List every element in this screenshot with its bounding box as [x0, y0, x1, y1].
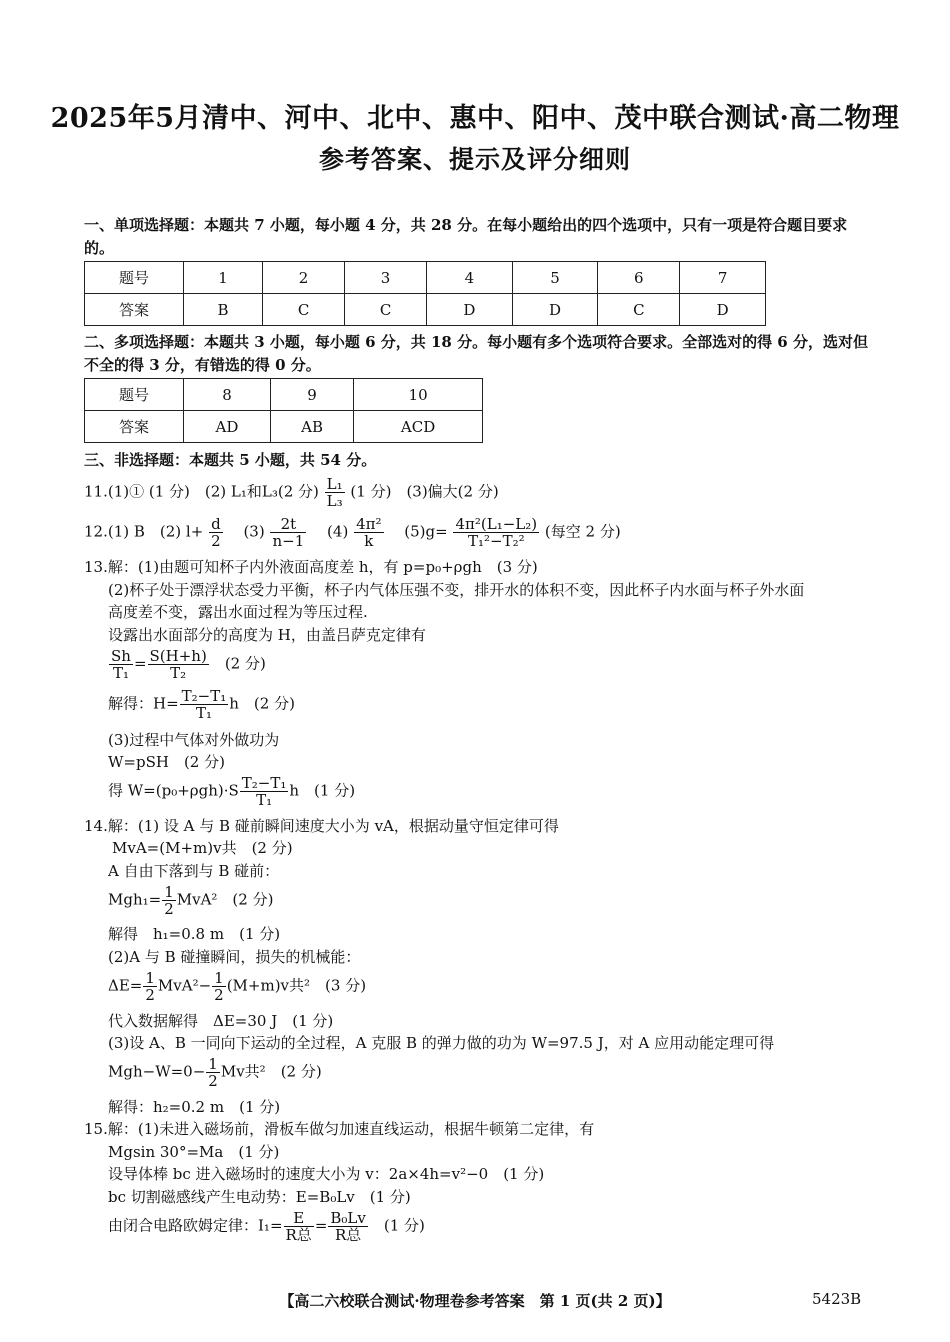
q13-line-6: W=pSH (2 分) — [108, 753, 225, 771]
fraction: $\frac{\text{4π²}}{k}$ — [356, 515, 382, 550]
row-label-answer: 答案 — [85, 294, 184, 326]
fraction: $\frac{\text{T₂−T₁}}{\text{T₁}}$ — [181, 687, 227, 722]
row-label-answer: 答案 — [85, 411, 184, 443]
q12-text: (5)g= — [389, 522, 448, 541]
table-cell: 8 — [184, 379, 271, 411]
table-cell: D — [427, 294, 513, 326]
fraction: $\frac{Sh}{\text{T₁}}$ — [111, 647, 131, 682]
q11-text-a: 11.(1)① (1 分) (2) L₁和L₃(2 分) — [84, 482, 319, 501]
fraction: $\frac{2t}{n-1}$ — [272, 515, 305, 550]
table-cell: 1 — [184, 262, 263, 294]
row-label-question: 题号 — [85, 379, 184, 411]
q13-line-1: 13.解：(1)由题可知杯子内外液面高度差 h，有 p=p₀+ρgh (3 分) — [84, 558, 538, 576]
table-row — [85, 411, 483, 443]
q15-line-3: 设导体棒 bc 进入磁场时的速度大小为 v：2a×4h=v²−0 (1 分) — [108, 1165, 545, 1183]
section3-heading: 三、非选择题：本题共 5 小题，共 54 分。 — [84, 451, 377, 469]
table-cell: AB — [270, 411, 353, 443]
table-cell: 6 — [598, 262, 680, 294]
fraction: $\frac{1}{2}$ — [164, 883, 174, 918]
table-cell: B — [184, 294, 263, 326]
table-cell: 10 — [354, 379, 483, 411]
table-cell: ACD — [354, 411, 483, 443]
document-code: 5423B — [812, 1290, 862, 1308]
table-cell: 5 — [512, 262, 598, 294]
table-cell: C — [263, 294, 345, 326]
section1-heading: 一、单项选择题：本题共 7 小题，每小题 4 分，共 28 分。在每小题给出的四个选项中，只有一项是符合题目要求的。 — [84, 216, 848, 257]
fraction: $\frac{d}{2}$ — [211, 515, 221, 550]
q14-line-10: Mgh−W=0− $\frac{1}{2}$ Mv共² (2 分) — [108, 1055, 322, 1090]
section2-table — [84, 378, 483, 443]
q14-line-8: 代入数据解得 ΔE=30 J (1 分) — [108, 1012, 334, 1030]
q13-equation-1: $\frac{Sh}{\text{T₁}}$ = $\frac{S(H+h)}{\text{T₂}}$ (2 分) — [111, 647, 266, 682]
title-line-2: 参考答案、提示及评分细则 — [318, 145, 631, 174]
section2-heading: 二、多项选择题：本题共 3 小题，每小题 6 分，共 18 分。每小题有多个选项符合要求。全部选对的得 6 分，选对但不全的得 3 分，有错选的得 0 分。 — [84, 333, 868, 374]
row-label-question: 题号 — [85, 262, 184, 294]
fraction: $\frac{1}{2}$ — [208, 1055, 218, 1090]
q13-solution: 解得：H= $\frac{\text{T₂−T₁}}{\text{T₁}}$ h (2 分) — [108, 687, 295, 722]
q13-line-2: (2)杯子处于漂浮状态受力平衡，杯子内气体压强不变，排开水的体积不变，因此杯子内水面与杯子外水面 — [108, 581, 805, 599]
fraction: $\frac{S(H+h)}{\text{T₂}}$ — [149, 647, 207, 682]
q11-text-b: (1 分) (3)偏大(2 分) — [350, 482, 499, 501]
q14-line-7: ΔE= $\frac{1}{2}$ MvA²− $\frac{1}{2}$ (M+m)v共² (3 分) — [108, 969, 367, 1004]
q14-line-4: Mgh₁= $\frac{1}{2}$ MvA² (2 分) — [108, 883, 274, 918]
fraction: $\frac{1}{2}$ — [214, 969, 224, 1004]
q13-line-7: 得 W=(p₀+ρgh)·S $\frac{\text{T₂−T₁}}{\text{T₁}}$ h (1 分) — [108, 774, 356, 809]
q15-line-1: 15.解：(1)未进入磁场前，滑板车做匀加速直线运动，根据牛顿第二定律，有 — [84, 1120, 595, 1138]
q12-text: (每空 2 分) — [544, 522, 621, 541]
table-cell: 2 — [263, 262, 345, 294]
q12-text: (4) — [312, 522, 349, 541]
table-cell: 9 — [270, 379, 353, 411]
q15-line-4: bc 切割磁感线产生电动势：E=B₀Lv (1 分) — [108, 1188, 411, 1206]
fraction: $\frac{\text{T₂−T₁}}{\text{T₁}}$ — [241, 774, 287, 809]
section1-table — [84, 261, 766, 326]
table-cell: AD — [184, 411, 271, 443]
q14-line-9: (3)设 A、B 一同向下运动的全过程，A 克服 B 的弹力做的功为 W=97.5 J，对 A 应用动能定理可得 — [108, 1034, 775, 1052]
fraction: $\frac{\text{L₁}}{\text{L₃}}$ — [326, 475, 343, 510]
q13-line-3: 高度差不变，露出水面过程为等压过程. — [108, 603, 368, 621]
q14-line-6: (2)A 与 B 碰撞瞬间，损失的机械能： — [108, 948, 361, 966]
q15-line-2: Mgsin 30°=Ma (1 分) — [108, 1143, 280, 1161]
q14-line-2: MvA=(M+m)v共 (2 分) — [112, 839, 293, 857]
q15-line-5: 由闭合电路欧姆定律：I₁= $\frac{E}{\text{R总}}$ = $\frac{\text{B₀Lv}}{\text{R总}}$ (1 分) — [108, 1209, 425, 1244]
q14-line-3: A 自由下落到与 B 碰前： — [108, 862, 280, 880]
table-cell: 3 — [345, 262, 427, 294]
q14-line-5: 解得 h₁=0.8 m (1 分) — [108, 925, 281, 943]
table-cell: C — [598, 294, 680, 326]
table-cell: D — [512, 294, 598, 326]
table-row — [85, 294, 766, 326]
table-cell: 4 — [427, 262, 513, 294]
q12-text: (3) — [228, 522, 265, 541]
q13-line-5: (3)过程中气体对外做功为 — [108, 731, 280, 749]
table-cell: C — [345, 294, 427, 326]
q14-line-11: 解得：h₂=0.2 m (1 分) — [108, 1098, 281, 1116]
q14-line-1: 14.解：(1) 设 A 与 B 碰前瞬间速度大小为 vA，根据动量守恒定律可得 — [84, 817, 559, 835]
q13-line-4: 设露出水面部分的高度为 H，由盖吕萨克定律有 — [108, 626, 426, 644]
page-footer: 【高二六校联合测试·物理卷参考答案 第 1 页(共 2 页)】 — [279, 1292, 671, 1310]
fraction: $\frac{E}{\text{R总}}$ — [285, 1209, 312, 1244]
table-cell: D — [680, 294, 766, 326]
table-cell: 7 — [680, 262, 766, 294]
table-row — [85, 379, 483, 411]
fraction: $\frac{\text{4π²(L₁−L₂)}}{\text{T₁²−T₂²}}$ — [455, 515, 538, 550]
q12-text: 12.(1) B (2) l+ — [84, 522, 204, 541]
table-row — [85, 262, 766, 294]
fraction: $\frac{\text{B₀Lv}}{\text{R总}}$ — [330, 1209, 366, 1244]
fraction: $\frac{1}{2}$ — [145, 969, 155, 1004]
title-line-1: 2025年5月清中、河中、北中、惠中、阳中、茂中联合测试·高二物理 — [50, 103, 900, 134]
q11-line — [84, 476, 499, 509]
q12-line — [84, 516, 621, 549]
